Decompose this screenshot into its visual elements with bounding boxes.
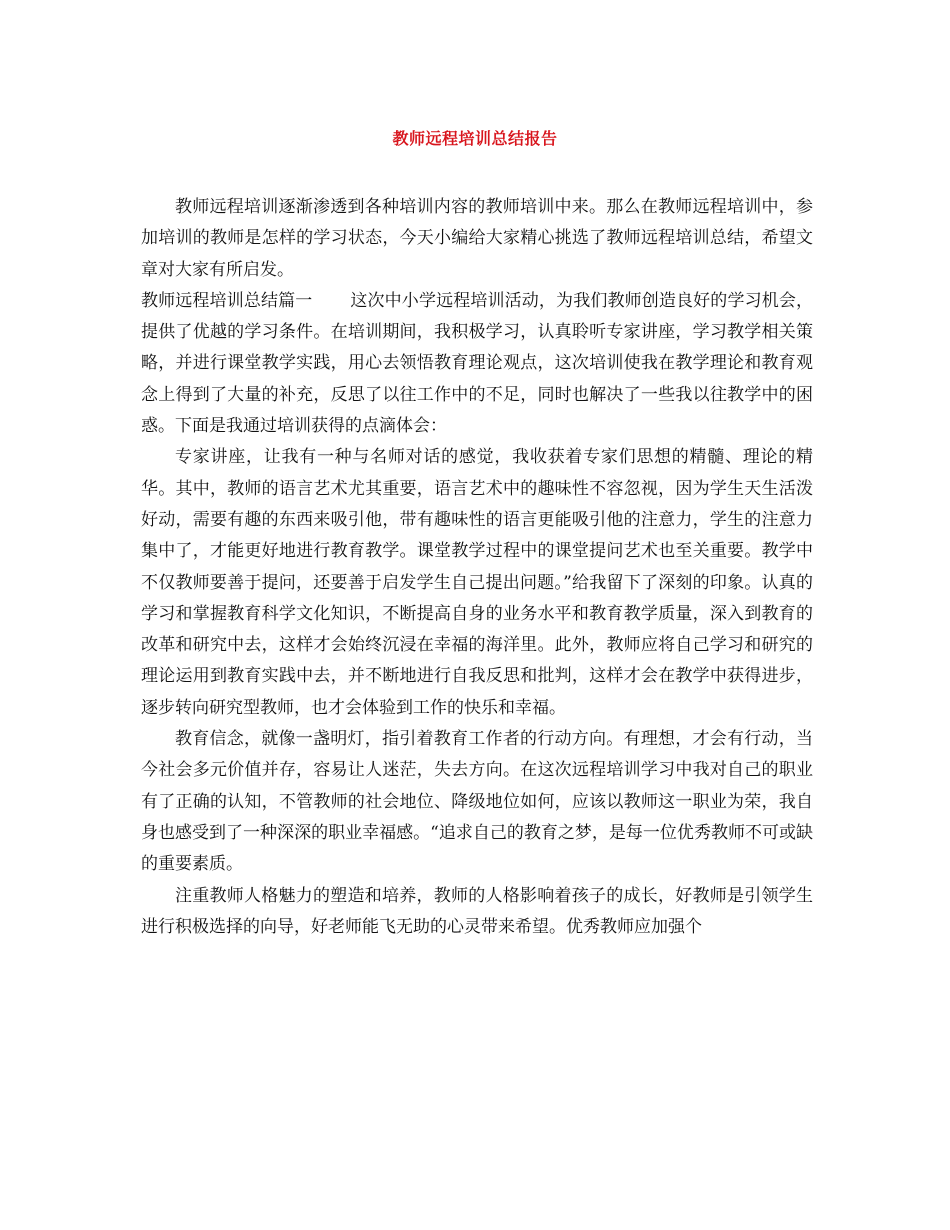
intro-paragraph: 教师远程培训逐渐渗透到各种培训内容的教师培训中来。那么在教师远程培训中，参加培训的教师是怎样的学习状态，今天小编给大家精心挑选了教师远程培训总结，希望文章对大家有所启发。 <box>141 197 813 280</box>
section-text: 这次中小学远程培训活动，为我们教师创造良好的学习机会，提供了优越的学习条件。在培训期间，我积极学习，认真聆听专家讲座，学习教学相关策略，并进行课堂教学实践，用心去领悟教育理论观点，这次培训使我在教学理论和教育观念上得到了大量的补充，反思了以往工作中的不足，同时也解决了一些我以往教学中的困惑。下面是我通过培训获得的点滴体会： <box>141 290 814 437</box>
section-label: 教师远程培训总结篇一 <box>141 290 313 311</box>
document-body <box>141 192 813 943</box>
body-paragraph-3: 注重教师人格魅力的塑造和培养，教师的人格影响着孩子的成长，好教师是引领学生进行积极选择的向导，好老师能飞无助的心灵带来希望。优秀教师应加强个 <box>141 885 813 937</box>
document-title: 教师远程培训总结报告 <box>392 129 558 148</box>
body-paragraph-2: 教育信念，就像一盏明灯，指引着教育工作者的行动方向。有理想，才会有行动，当今社会多元价值并存，容易让人迷茫，失去方向。在这次远程培训学习中我对自己的职业有了正确的认知，不管教师的社会地位、降级地位如何，应该以教师这一职业为荣，我自身也感受到了一种深深的职业幸福感。“追求自己的教育之梦，是每一位优秀教师不可或缺的重要素质。 <box>141 729 813 875</box>
body-paragraph-1: 专家讲座，让我有一种与名师对话的感觉，我收获着专家们思想的精髓、理论的精华。其中，教师的语言艺术尤其重要，语言艺术中的趣味性不容忽视，因为学生天生活泼好动，需要有趣的东西来吸引他，带有趣味性的语言更能吸引他的注意力，学生的注意力集中了，才能更好地进行教育教学。课堂教学过程中的课堂提问艺术也至关重要。教学中不仅教师要善于提问，还要善于启发学生自己提出问题。”给我留下了深刻的印象。认真的学习和掌握教育科学文化知识，不断提高自身的业务水平和教育教学质量，深入到教育的改革和研究中去，这样才会始终沉浸在幸福的海洋里。此外，教师应将自己学习和研究的理论运用到教育实践中去，并不断地进行自我反思和批判，这样才会在教学中获得进步，逐步转向研究型教师，也才会体验到工作的快乐和幸福。 <box>141 447 813 718</box>
section-paragraph <box>141 286 813 442</box>
